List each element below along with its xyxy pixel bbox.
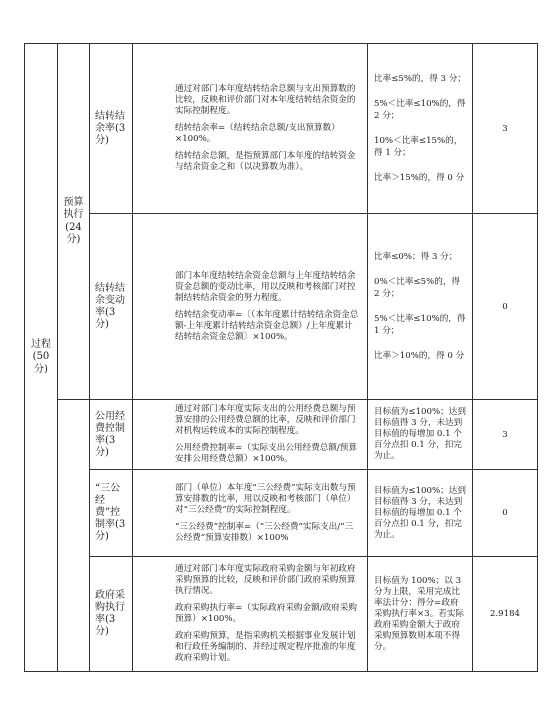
indicator-name: 政府采购执行率(3分)	[95, 590, 125, 637]
score-value: 0	[502, 301, 508, 312]
desc-paragraph: 政府采购预算，是指采购机关根据事业发展计划和行政任务编制的、并经过规定程序批准的年度政府采购计划。	[175, 631, 356, 663]
indicator-name-cell	[90, 470, 133, 557]
category-weight: (50分)	[32, 351, 50, 375]
standard-line: 比率≤5%的，得 3 分；	[374, 74, 466, 84]
standard-text: 目标值为≤100%；达到目标值得 3 分，未达到目标值的每增加 0.1 个百分点扣 0.1 分，扣完为止。	[374, 485, 466, 540]
standard-cell	[368, 214, 473, 400]
standard-cell	[368, 400, 473, 470]
indicator-name-cell	[90, 557, 133, 672]
score-value: 0	[502, 508, 508, 518]
desc-paragraph: 政府采购执行率=（实际政府采购金额/政府采购预算）×100%。	[175, 603, 357, 624]
standard-line: 5%＜比率≤10%的，得 1 分；	[374, 314, 466, 336]
category-cell	[25, 44, 58, 672]
score-value: 2.9184	[489, 609, 521, 619]
score-cell	[473, 400, 538, 470]
standard-line: 比率＞10%的，得 0 分	[374, 351, 465, 361]
table-row	[25, 400, 538, 470]
indicator-name: 公用经费控制率(3分)	[95, 410, 125, 458]
standard-line: 比率≤0%；得 3 分；	[374, 252, 458, 262]
desc-paragraph: “三公经费”控制率=（“三公经费”实际支出/“三公经费”预算安排数）×100%	[175, 521, 354, 543]
desc-paragraph: 结转结余变动率=〔（本年度累计结转结余资金总额-上年度累计结转结余资金总额）/上年度累计结转结余资金总额〕×100%。	[175, 309, 359, 342]
category-name: 过程	[31, 338, 51, 350]
standard-line: 5%＜比率≤10%的，得 2 分；	[374, 99, 466, 121]
desc-paragraph: 部门本年度结转结余资金总额与上年度结转结余资金总额的变动比率，用以反映和考核部门对控制结转结余资金的努力程度。	[175, 270, 356, 303]
subcategory-weight: (24分)	[65, 221, 82, 245]
score-value: 3	[502, 429, 508, 440]
standard-text: 目标值为 100%；以 3 分为上限，采用完成比率法计分：得分=政府采购执行率×3。若实际政府采购金额大于政府采购预算数则本项不得分。	[374, 575, 465, 652]
indicator-desc-cell	[133, 400, 368, 470]
desc-paragraph: 部门（单位）本年度“三公经费”实际支出数与预算安排数的比率，用以反映和考核部门（单位）对“三公经费”的实际控制程度。	[175, 482, 356, 515]
subcategory-cell	[58, 44, 90, 400]
indicator-desc-cell	[133, 44, 368, 214]
indicator-name: 结转结余变动率(3分)	[95, 282, 125, 330]
indicator-name: “三公经费”控制率(3分)	[95, 483, 126, 542]
desc-paragraph: 通过对部门本年度实际支出的公用经费总额与预算安排的公用经费总额的比率，反映和评价部门对机构运转成本的实际控制程度。	[175, 404, 356, 436]
standard-line: 0%＜比率≤5%的，得 2 分；	[374, 277, 461, 299]
score-cell	[473, 214, 538, 400]
score-value: 3	[502, 123, 508, 134]
table-row	[25, 470, 538, 557]
table-row	[25, 557, 538, 672]
indicator-name-cell	[90, 214, 133, 400]
table-row	[25, 214, 538, 400]
desc-paragraph: 公用经费控制率=（实际支出公用经费总额/预算安排公用经费总额）×100%。	[175, 443, 357, 464]
indicator-name-cell	[90, 44, 133, 214]
evaluation-table	[24, 43, 538, 672]
desc-paragraph: 通过对部门本年度结转结余总额与支出预算数的比较，反映和评价部门对本年度结转结余资金的实际控制程度。	[175, 84, 356, 116]
indicator-desc-cell	[133, 557, 368, 672]
score-cell	[473, 557, 538, 672]
score-cell	[473, 470, 538, 557]
indicator-desc-cell	[133, 214, 368, 400]
subcategory-cell-empty	[58, 400, 90, 672]
standard-line: 比率＞15%的，得 0 分	[374, 173, 465, 183]
standard-line: 10%＜比率≤15%的，得 1 分；	[374, 136, 463, 158]
table-row	[25, 44, 538, 214]
standard-cell	[368, 470, 473, 557]
indicator-desc-cell	[133, 470, 368, 557]
indicator-name: 结转结余率(3分)	[95, 110, 126, 146]
desc-paragraph: 通过对部门本年度实际政府采购金额与年初政府采购预算的比较，反映和评价部门政府采购预算执行情况。	[175, 564, 356, 596]
indicator-name-cell	[90, 400, 133, 470]
standard-cell	[368, 557, 473, 672]
desc-paragraph: 结转结余率=（结转结余总额/支出预算数）×100%。	[175, 123, 340, 144]
subcategory-name: 预算执行	[63, 196, 84, 220]
score-cell	[473, 44, 538, 214]
standard-cell	[368, 44, 473, 214]
standard-text: 目标值为≤100%；达到目标值得 3 分，未达到目标值的每增加 0.1 个百分点扣 0.1 分，扣完为止。	[374, 407, 466, 461]
desc-paragraph: 结转结余总额，是指预算部门本年度的结转资金与结余资金之和（以决算数为准）。	[175, 151, 356, 172]
